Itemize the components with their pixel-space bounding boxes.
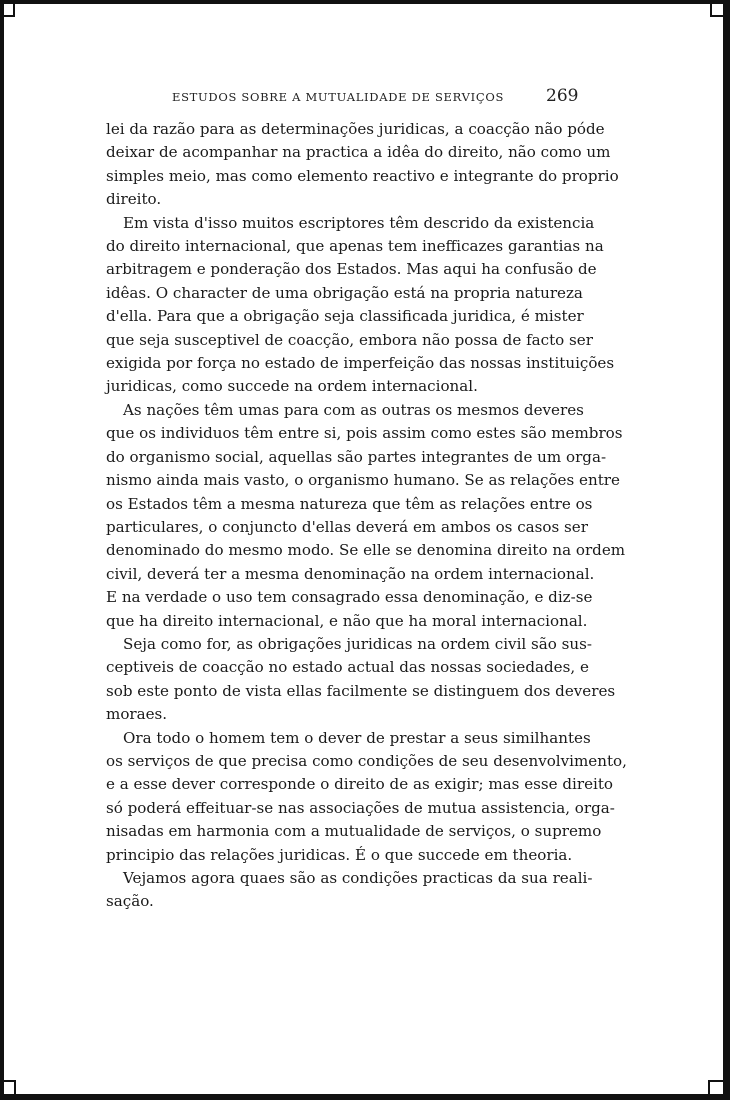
text-line: Seja como for, as obrigações juridicas na ordem civil são sus- — [123, 634, 592, 653]
text-line: exigida por força no estado de imperfeição das nossas instituições — [106, 354, 615, 373]
text-line: juridicas, como succede na ordem internacional. — [106, 377, 478, 396]
text-line: simples meio, mas como elemento reactivo e integrante do proprio — [106, 166, 619, 185]
crop-mark-bottom-left — [14, 1080, 16, 1094]
text-line: ceptiveis de coacção no estado actual das nossas sociedades, e — [106, 658, 589, 677]
text-line: que os individuos têm entre si, pois assim como estes são membros — [106, 424, 623, 443]
text-line: nisadas em harmonia com a mutualidade de serviços, o supremo — [106, 822, 602, 841]
text-line: Ora todo o homem tem o dever de prestar a seus similhantes — [123, 728, 591, 747]
text-line: denominado do mesmo modo. Se elle se denomina direito na ordem — [106, 541, 626, 560]
running-head: ESTUDOS SOBRE A MUTUALIDADE DE SERVIÇOS — [172, 90, 505, 104]
crop-mark-top-right — [712, 15, 723, 17]
crop-mark-top-left — [13, 4, 15, 17]
paragraph — [106, 399, 626, 633]
text-line: As nações têm umas para com as outras os mesmos deveres — [123, 400, 584, 419]
text-line: nismo ainda mais vasto, o organismo humano. Se as relações entre — [106, 471, 620, 490]
text-line: e a esse dever corresponde o direito de as exigir; mas esse direito — [106, 775, 613, 794]
text-line: do organismo social, aquellas são partes integrantes de um orga- — [106, 447, 607, 466]
paragraph — [106, 212, 615, 399]
paragraph — [106, 867, 593, 914]
text-line: Vejamos agora quaes são as condições practicas da sua reali- — [123, 869, 593, 887]
crop-mark-bottom-left — [4, 1080, 14, 1082]
text-line: particulares, o conjuncto d'ellas deverá em ambos os casos ser — [106, 517, 588, 536]
text-line: do direito internacional, que apenas tem inefficazes garantias na — [106, 237, 604, 256]
text-line: direito. — [106, 190, 162, 209]
body-text — [106, 118, 627, 914]
text-line: arbitragem e ponderação dos Estados. Mas aqui ha confusão de — [106, 260, 597, 279]
text-line: moraes. — [106, 705, 168, 724]
text-line: idêas. O character de uma obrigação está na propria natureza — [106, 283, 583, 302]
text-line: d'ella. Para que a obrigação seja classificada juridica, é mister — [106, 307, 584, 326]
paragraph — [106, 727, 627, 867]
text-line: sação. — [106, 892, 154, 911]
text-line: os Estados têm a mesma natureza que têm as relações entre os — [106, 494, 593, 513]
text-line: só poderá effeituar-se nas associações de mutua assistencia, orga- — [106, 798, 615, 817]
text-line: deixar de acompanhar na practica a idêa do direito, não como um — [106, 143, 611, 162]
crop-mark-top-right — [710, 4, 712, 17]
page-number: 269 — [546, 86, 579, 106]
text-line: principio das relações juridicas. É o que succede em theoria. — [106, 845, 573, 864]
paragraph — [106, 633, 616, 727]
text-line: civil, deverá ter a mesma denominação na ordem internacional. — [106, 564, 595, 583]
text-line: E na verdade o uso tem consagrado essa denominação, e diz-se — [106, 588, 593, 607]
crop-mark-bottom-right — [710, 1080, 723, 1082]
text-line: que ha direito internacional, e não que ha moral internacional. — [106, 611, 588, 630]
text-line: que seja susceptivel de coacção, embora não possa de facto ser — [106, 330, 593, 349]
text-line: sob este ponto de vista ellas facilmente se distinguem dos deveres — [106, 681, 616, 700]
paragraph — [106, 118, 619, 212]
text-line: Em vista d'isso muitos escriptores têm descrido da existencia — [123, 213, 595, 232]
text-line: os serviços de que precisa como condições de seu desenvolvimento, — [106, 751, 627, 770]
crop-mark-bottom-right — [708, 1080, 710, 1094]
crop-mark-top-left — [4, 15, 13, 17]
text-line: lei da razão para as determinações juridicas, a coacção não póde — [106, 120, 605, 138]
